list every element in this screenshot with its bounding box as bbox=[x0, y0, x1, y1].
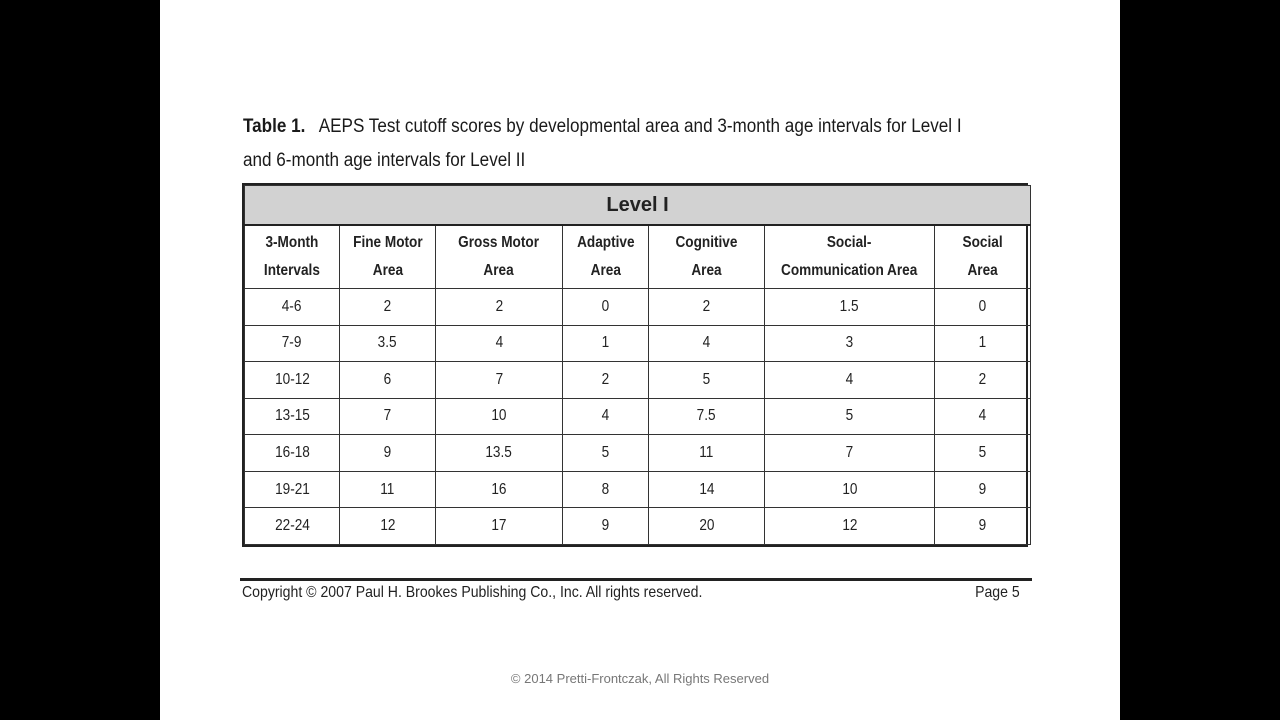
column-header-line: Fine Motor bbox=[352, 234, 423, 251]
table-cell-value: 13.5 bbox=[485, 444, 513, 462]
table-cell-value: 10 bbox=[841, 480, 858, 498]
column-header-line: Intervals bbox=[264, 262, 320, 279]
table-cell-value: 7 bbox=[495, 370, 503, 388]
column-header bbox=[340, 225, 436, 289]
table-cell bbox=[436, 435, 563, 472]
table-cell-value: 7 bbox=[845, 444, 854, 462]
table-cell bbox=[340, 289, 436, 326]
column-header-line: Area bbox=[372, 262, 403, 279]
table-cell-value: 4 bbox=[978, 407, 987, 425]
table-cell-value: 10 bbox=[491, 407, 507, 425]
table-cell-value: 3.5 bbox=[378, 334, 397, 352]
document-page bbox=[160, 0, 1120, 720]
column-header-line: Social bbox=[962, 234, 1003, 251]
table-cell bbox=[245, 289, 340, 326]
table-cell bbox=[340, 362, 436, 399]
table-cell-value: 4 bbox=[601, 407, 610, 425]
table-row bbox=[245, 398, 1031, 435]
table-cell bbox=[649, 398, 765, 435]
column-header-line: Area bbox=[967, 262, 998, 279]
table-cell-value: 9 bbox=[978, 480, 987, 498]
table-cell bbox=[765, 435, 935, 472]
table-cell bbox=[649, 435, 765, 472]
table-cell-value: 8 bbox=[601, 480, 610, 498]
table-cell-value: 9 bbox=[978, 517, 987, 535]
table-cell bbox=[563, 362, 649, 399]
table-cell bbox=[245, 362, 340, 399]
table-cell-value: 10-12 bbox=[274, 370, 310, 388]
table-cell-value: 13-15 bbox=[274, 407, 310, 425]
table-cell bbox=[765, 508, 935, 545]
table-cell-value: 5 bbox=[702, 370, 711, 388]
table-cell-value: 4 bbox=[495, 334, 503, 352]
table-cell bbox=[340, 508, 436, 545]
table-cell-value: 2 bbox=[601, 370, 610, 388]
table-cell-value: 0 bbox=[978, 297, 987, 315]
column-header bbox=[935, 225, 1031, 289]
table-cell-value: 9 bbox=[383, 444, 392, 462]
table-cell-value: 6 bbox=[383, 370, 392, 388]
table-cell bbox=[340, 435, 436, 472]
table-row bbox=[245, 362, 1031, 399]
table-cell bbox=[765, 362, 935, 399]
table-cell-value: 7-9 bbox=[282, 334, 302, 352]
table-cell bbox=[649, 289, 765, 326]
table-cell bbox=[765, 325, 935, 362]
column-header bbox=[436, 225, 563, 289]
footer-rule bbox=[240, 578, 1032, 581]
table-cell bbox=[935, 435, 1031, 472]
table-cell-value: 16 bbox=[491, 480, 507, 498]
table-cell bbox=[563, 398, 649, 435]
table-caption bbox=[243, 110, 963, 178]
table-cell bbox=[649, 471, 765, 508]
table-cell-value: 11 bbox=[699, 444, 714, 462]
table-cell-value: 1 bbox=[601, 334, 610, 352]
table-cell-value: 2 bbox=[383, 297, 392, 315]
table-cell-value: 12 bbox=[841, 517, 858, 535]
table-caption-text: AEPS Test cutoff scores by developmental area and 3-month age intervals for Level I and 6-month age intervals for Level II bbox=[243, 116, 962, 171]
table-cell-value: 5 bbox=[978, 444, 987, 462]
table-cell-value: 5 bbox=[845, 407, 854, 425]
table-cell bbox=[436, 325, 563, 362]
table-cell bbox=[649, 362, 765, 399]
column-header-line: Gross Motor bbox=[458, 234, 540, 251]
table-cell-value: 2 bbox=[702, 297, 711, 315]
table-cell bbox=[765, 398, 935, 435]
level-title: Level I bbox=[245, 186, 1031, 226]
table-cell-value: 7 bbox=[383, 407, 392, 425]
table-cell bbox=[340, 325, 436, 362]
table-cell bbox=[935, 398, 1031, 435]
column-header-line: Communication Area bbox=[781, 262, 918, 279]
table-row bbox=[245, 435, 1031, 472]
table-cell bbox=[436, 471, 563, 508]
table-cell-value: 12 bbox=[379, 517, 396, 535]
table-cell-value: 19-21 bbox=[274, 480, 310, 498]
copyright-text: Copyright © 2007 Paul H. Brookes Publishing Co., Inc. All rights reserved. bbox=[242, 584, 703, 601]
table-cell-value: 1 bbox=[978, 334, 987, 352]
table-cell-value: 2 bbox=[978, 370, 987, 388]
table-cell bbox=[563, 325, 649, 362]
table-number: Table 1. bbox=[243, 116, 306, 137]
table-cell bbox=[340, 398, 436, 435]
table-cell-value: 3 bbox=[845, 334, 854, 352]
column-header-line: Social- bbox=[827, 234, 872, 251]
slide-credit: © 2014 Pretti-Frontczak, All Rights Reserved bbox=[510, 671, 770, 686]
table-cell bbox=[765, 289, 935, 326]
table-cell bbox=[563, 289, 649, 326]
table-row bbox=[245, 471, 1031, 508]
table-cell bbox=[436, 398, 563, 435]
table-cell bbox=[563, 435, 649, 472]
table-cell-value: 22-24 bbox=[274, 517, 310, 535]
table-cell-value: 4-6 bbox=[282, 297, 302, 315]
column-header-line: Area bbox=[691, 262, 722, 279]
column-header-line: Cognitive bbox=[675, 234, 738, 251]
table-cell-value: 4 bbox=[702, 334, 711, 352]
column-header-line: Area bbox=[483, 262, 515, 279]
table-cell-value: 17 bbox=[491, 517, 507, 535]
table-cell bbox=[649, 508, 765, 545]
cutoff-scores-table bbox=[242, 183, 1028, 547]
column-header-line: Area bbox=[590, 262, 621, 279]
column-header bbox=[245, 225, 340, 289]
table-cell-value: 16-18 bbox=[274, 444, 310, 462]
table-cell bbox=[436, 508, 563, 545]
table-body bbox=[245, 289, 1031, 545]
table-cell-value: 9 bbox=[601, 517, 610, 535]
table-cell-value: 20 bbox=[698, 517, 715, 535]
table-cell-value: 2 bbox=[495, 297, 503, 315]
column-header-line: Adaptive bbox=[576, 234, 635, 251]
table-cell bbox=[935, 362, 1031, 399]
table-cell-value: 7.5 bbox=[697, 407, 716, 425]
table-cell bbox=[649, 325, 765, 362]
column-header bbox=[765, 225, 935, 289]
table-cell-value: 14 bbox=[698, 480, 715, 498]
table-cell-value: 5 bbox=[601, 444, 610, 462]
table-cell bbox=[935, 325, 1031, 362]
table-row bbox=[245, 325, 1031, 362]
table-cell bbox=[765, 471, 935, 508]
table-cell bbox=[245, 435, 340, 472]
table-cell bbox=[563, 471, 649, 508]
table-cell bbox=[245, 508, 340, 545]
table-cell bbox=[436, 362, 563, 399]
table-cell bbox=[935, 471, 1031, 508]
table-row bbox=[245, 289, 1031, 326]
table-cell bbox=[245, 325, 340, 362]
table-cell-value: 1.5 bbox=[840, 297, 859, 315]
table-cell-value: 0 bbox=[601, 297, 610, 315]
table-cell bbox=[436, 289, 563, 326]
table-cell-value: 11 bbox=[380, 480, 395, 498]
column-header bbox=[563, 225, 649, 289]
table-cell bbox=[245, 471, 340, 508]
column-header-line: 3-Month bbox=[265, 234, 319, 251]
table-cell bbox=[935, 289, 1031, 326]
page-number: Page 5 bbox=[975, 584, 1020, 601]
column-header bbox=[649, 225, 765, 289]
column-header-row bbox=[245, 225, 1031, 289]
table-cell bbox=[563, 508, 649, 545]
table-cell-value: 4 bbox=[845, 370, 854, 388]
table-cell bbox=[245, 398, 340, 435]
table-cell bbox=[935, 508, 1031, 545]
table-cell bbox=[340, 471, 436, 508]
table-row bbox=[245, 508, 1031, 545]
